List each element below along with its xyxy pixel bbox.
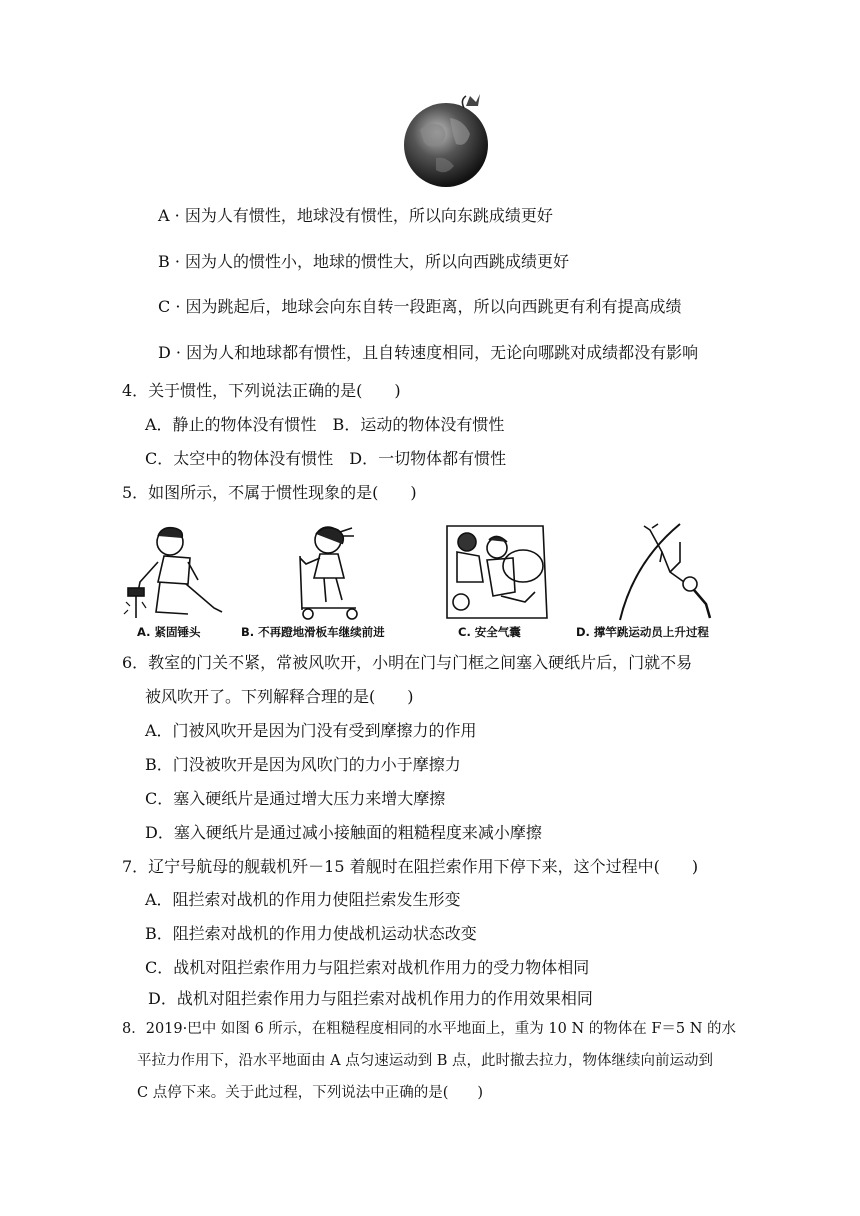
q7-option-d: D．战机对阻拦索作用力与阻拦索对战机作用力的作用效果相同: [148, 989, 593, 1008]
q8-line1: 8．2019·巴中 如图 6 所示，在粗糙程度相同的水平地面上，重为 10 N 的物体在 F＝5 N 的水: [122, 1021, 737, 1037]
q8-line3: C 点停下来。关于此过程，下列说法中正确的是( ): [137, 1085, 484, 1101]
q5-caption-c: C. 安全气囊: [458, 625, 521, 639]
q4-options-row2: C．太空中的物体没有惯性 D．一切物体都有惯性: [145, 449, 507, 468]
q3-option-a: A · 因为人有惯性，地球没有惯性，所以向东跳成绩更好: [158, 206, 553, 225]
q4-options-row1: A．静止的物体没有惯性 B．运动的物体没有惯性: [145, 415, 505, 434]
q7-stem: 7．辽宁号航母的舰载机歼－15 着舰时在阻拦索作用下停下来，这个过程中( ): [122, 857, 699, 876]
q6-stem-line2: 被风吹开了。下列解释合理的是( ): [145, 687, 414, 706]
q6-stem-line1: 6．教室的门关不紧，常被风吹开，小明在门与门框之间塞入硬纸片后，门就不易: [122, 653, 693, 672]
q7-option-c: C．战机对阻拦索作用力与阻拦索对战机作用力的受力物体相同: [145, 958, 590, 977]
globe-icon: [400, 90, 494, 190]
q6-option-c: C．塞入硬纸片是通过增大压力来增大摩擦: [145, 789, 446, 808]
q5-caption-b: B. 不再蹬地滑板车继续前进: [241, 625, 385, 639]
scooter-girl-icon: [284, 522, 374, 626]
airbag-icon: [443, 522, 549, 626]
q7-option-a: A．阻拦索对战机的作用力使阻拦索发生形变: [145, 890, 461, 909]
q5-stem: 5．如图所示，不属于惯性现象的是( ): [122, 483, 417, 502]
q7-option-b: B．阻拦索对战机的作用力使战机运动状态改变: [145, 924, 477, 943]
q3-option-c: C · 因为跳起后，地球会向东自转一段距离，所以向西跳更有利有提高成绩: [158, 297, 682, 316]
q6-option-d: D．塞入硬纸片是通过减小接触面的粗糙程度来减小摩擦: [145, 823, 542, 842]
q3-option-d: D · 因为人和地球都有惯性，且自转速度相同，无论向哪跳对成绩都没有影响: [158, 343, 699, 362]
q8-line2: 平拉力作用下，沿水平地面由 A 点匀速运动到 B 点，此时撤去拉力，物体继续向前运动到: [137, 1053, 714, 1069]
q6-option-b: B．门没被吹开是因为风吹门的力小于摩擦力: [145, 755, 461, 774]
hammer-boy-icon: [118, 522, 230, 626]
pole-vault-icon: [610, 522, 720, 626]
q5-caption-d: D. 撑竿跳运动员上升过程: [576, 625, 709, 639]
q3-option-b: B · 因为人的惯性小，地球的惯性大，所以向西跳成绩更好: [158, 252, 570, 271]
q5-caption-a: A. 紧固锤头: [137, 625, 201, 639]
q6-option-a: A．门被风吹开是因为门没有受到摩擦力的作用: [145, 721, 477, 740]
q4-stem: 4．关于惯性，下列说法正确的是( ): [122, 381, 401, 400]
